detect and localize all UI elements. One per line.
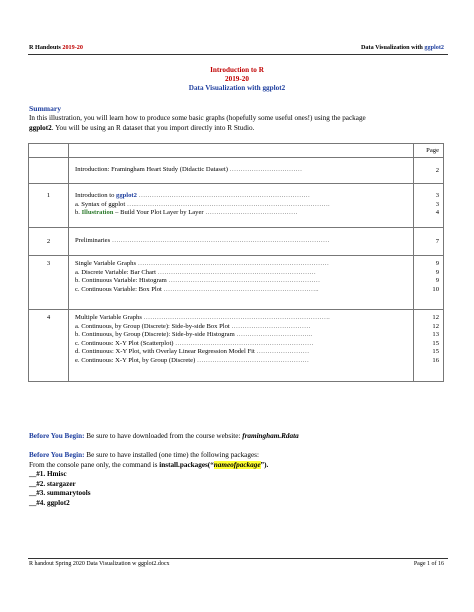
dataset-filename: framingham.Rdata <box>242 432 299 440</box>
install-command-end: ”). <box>260 460 269 469</box>
package-placeholder: nameofpackage <box>213 460 261 469</box>
before-text-1: Be sure to have downloaded from the course website: <box>84 432 243 440</box>
before-label-1: Before You Begin: <box>29 432 85 440</box>
toc-line[interactable]: e. Continuous: X-Y Plot, by Group (Discrete) …………………………………………… <box>75 356 310 364</box>
footer-filename: R handout Spring 2020 Data Visualization w ggplot2.docx <box>29 561 170 567</box>
toc-row-1-pages: 3 3 4 <box>414 184 444 228</box>
summary-text-line-1: In this illustration, you will learn how to produce some basic graphs (hopefully some useful ones!) using the package <box>29 114 366 122</box>
toc-row-0-content <box>69 158 414 184</box>
toc-line[interactable]: Single Variable Graphs …………………………………………………………………………… <box>75 260 329 267</box>
toc-row-3-content <box>69 256 414 310</box>
toc-row-0-num <box>29 158 69 184</box>
toc-row-3-num: 3 <box>29 256 69 310</box>
toc-line[interactable]: c. Continuous: X-Y Plot (Scatterplot) ……………………………………………………… <box>75 339 314 347</box>
summary-text <box>29 114 449 133</box>
console-instruction: From the console pane only, the command is <box>29 460 160 469</box>
before-you-begin-2 <box>29 451 268 509</box>
toc-line[interactable]: Preliminaries ……………………………………………………………………………………… <box>75 237 330 245</box>
toc-row-2-page: 7 <box>414 228 444 256</box>
running-header-right <box>361 44 444 51</box>
toc-line[interactable]: a. Discrete Variable: Bar Chart ……………………………………………………………… <box>75 268 316 276</box>
header-right-label: Data Visualization with <box>360 44 423 51</box>
toc-line[interactable]: Multiple Variable Graphs …………………………………………………………………………. <box>75 314 330 321</box>
toc-row-2-content <box>69 228 414 256</box>
summary-pkg-name: ggplot2 <box>29 123 52 132</box>
before-line-1 <box>29 451 268 461</box>
toc-row-0-page: 2 <box>414 158 444 184</box>
toc-line[interactable]: d. Continuous: X-Y Plot, with Overlay Linear Regression Model Fit …………………… <box>75 348 310 356</box>
summary-text-line-2 <box>29 124 449 134</box>
toc-row-1-num: 1 <box>29 184 69 228</box>
toc-row-4-content <box>69 310 414 382</box>
toc-line[interactable]: b. Continuous, by Group (Discrete): Side-by-side Histogram …………………………….. <box>75 331 313 339</box>
toc-line[interactable]: Introduction: Framingham Heart Study (Didactic Dataset) …………………………… <box>75 166 303 174</box>
toc-line[interactable]: a. Syntax of ggplot …..……………………………………………………………………………. <box>75 200 330 208</box>
toc-header-mid <box>69 144 414 158</box>
toc-table <box>28 143 444 382</box>
toc-line[interactable]: a. Continuous, by Group (Discrete): Side-by-side Box Plot ……………………………… <box>75 322 311 330</box>
before-text-2: Be sure to have installed (one time) the following packages: <box>84 451 259 459</box>
footer-rule <box>28 558 448 559</box>
toc-row-4 <box>29 310 444 382</box>
toc-row-1-content <box>69 184 414 228</box>
before-line-2 <box>29 461 268 471</box>
header-rule <box>28 54 448 55</box>
summary-heading: Summary <box>29 104 62 113</box>
package-item-4: __#4. ggplot2 <box>29 498 70 507</box>
toc-row-3 <box>29 256 444 310</box>
title-line-3-b: ggplot2 <box>262 84 286 92</box>
package-item-1: __#1. Hmisc <box>29 470 67 479</box>
toc-line[interactable]: c. Continuous Variable: Box Plot …………………………………………………………….. <box>75 285 319 293</box>
toc-row-2 <box>29 228 444 256</box>
toc-header-row <box>29 144 444 158</box>
package-item-2: __#2. stargazer <box>29 479 76 488</box>
package-item-3: __#3. summarytools <box>29 489 91 498</box>
header-left-year: 2019-20 <box>62 44 83 51</box>
toc-row-4-pages: 12 12 13 15 15 16 <box>414 310 444 382</box>
toc-row-2-num: 2 <box>29 228 69 256</box>
header-right-pkg: ggplot2 <box>424 44 444 51</box>
toc-row-3-pages: 9 9 9 10 <box>414 256 444 310</box>
toc-header-num <box>29 144 69 158</box>
title-line-3 <box>0 84 474 92</box>
title-line-1: Introduction to R <box>210 66 264 74</box>
toc-line[interactable]: b. Illustration – Build Your Plot Layer by Layer …………………………………… <box>75 209 298 217</box>
toc-row-1 <box>29 184 444 228</box>
before-you-begin-1 <box>29 432 299 442</box>
title-line-3-a: Data Visualization with <box>188 84 263 92</box>
footer-page-number: Page 1 of 16 <box>413 561 444 567</box>
toc-row-0 <box>29 158 444 184</box>
toc-row-4-num: 4 <box>29 310 69 382</box>
toc-line[interactable]: b. Continuous Variable: Histogram …………………………………………………………… <box>75 277 321 285</box>
running-header-left <box>29 44 83 51</box>
install-command: install.packages(“ <box>159 460 214 469</box>
title-line-2: 2019-20 <box>225 75 249 83</box>
toc-header-page: Page <box>414 144 444 158</box>
toc-line[interactable]: Introduction to ggplot2 …………………………………………………………………… <box>75 192 311 199</box>
summary-text-rest: . You will be using an R dataset that you import directly into R Studio. <box>51 123 255 132</box>
header-left-label: R Handouts <box>29 44 61 51</box>
before-label-2: Before You Begin: <box>29 451 85 459</box>
